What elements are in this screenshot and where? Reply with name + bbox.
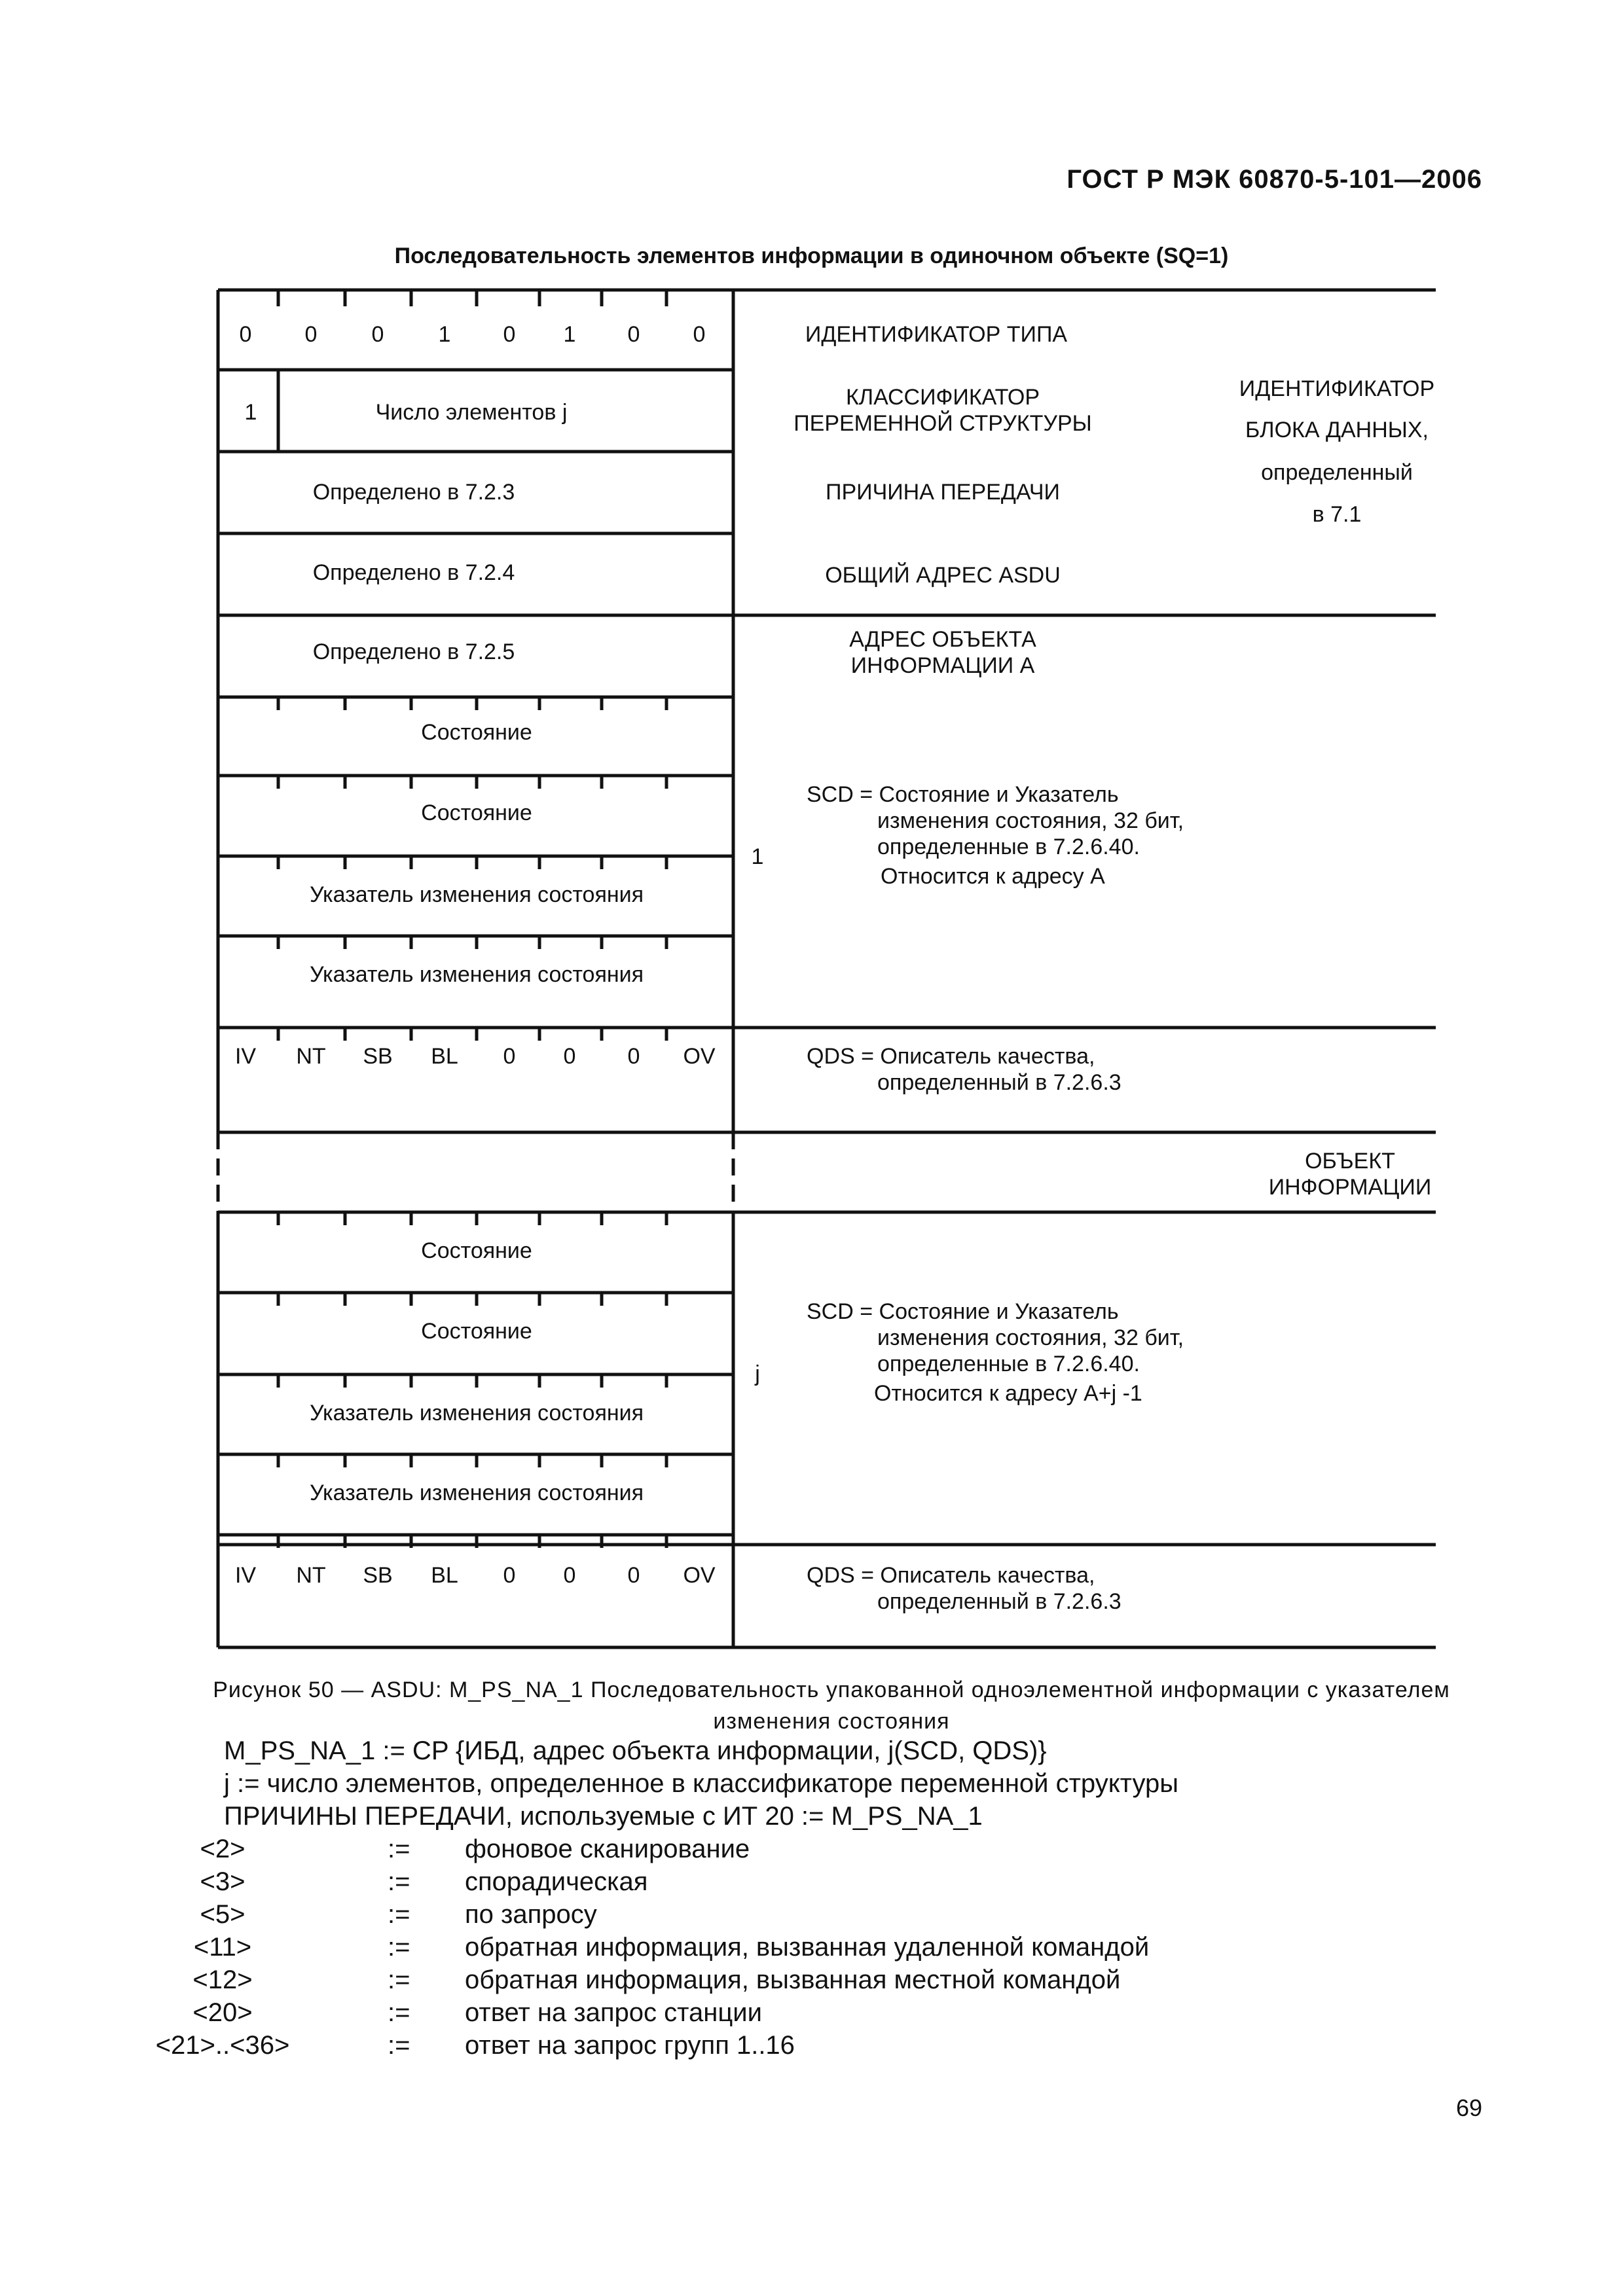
common-address-field: Определено в 7.2.4 <box>312 560 515 585</box>
scdj-status-1: Состояние <box>421 1238 532 1263</box>
qds1-bit-5: 0 <box>563 1044 576 1069</box>
qds1-bit-6: 0 <box>627 1044 640 1069</box>
cause-assign-symbol: := <box>388 1998 410 2027</box>
cot-label: ПРИЧИНА ПЕРЕДАЧИ <box>826 480 1060 505</box>
dui-label-2: БЛОКА ДАННЫХ, <box>1245 418 1429 442</box>
scd1-desc-3: определенные в 7.2.6.40. <box>877 834 1140 859</box>
ioa-label-1: АДРЕС ОБЪЕКТА <box>849 627 1036 652</box>
cause-assign-symbol: := <box>388 1900 410 1929</box>
diagram-labels <box>235 322 1434 1614</box>
type-id-label: ИДЕНТИФИКАТОР ТИПА <box>805 322 1068 347</box>
qdsj-bit-6: 0 <box>627 1563 640 1588</box>
qds1-bit-4: 0 <box>503 1044 516 1069</box>
cause-assign-symbol: := <box>388 1933 410 1962</box>
type-id-bit-1: 0 <box>304 322 318 347</box>
cause-code: <12> <box>192 1965 253 1994</box>
common-address-label: ОБЩИЙ АДРЕС ASDU <box>825 563 1061 588</box>
cause-code: <5> <box>200 1900 246 1929</box>
type-id-bit-4: 0 <box>503 322 516 347</box>
scdj-desc-1: SCD = Состояние и Указатель <box>807 1299 1119 1324</box>
scd1-change-2: Указатель изменения состояния <box>309 962 644 987</box>
scdj-desc-2: изменения состояния, 32 бит, <box>877 1325 1184 1350</box>
scd1-status-2: Состояние <box>421 800 532 825</box>
cause-assign-symbol: := <box>388 2031 410 2060</box>
qds1-desc-2: определенный в 7.2.6.3 <box>877 1070 1122 1095</box>
type-id-bit-7: 0 <box>693 322 706 347</box>
scdj-status-2: Состояние <box>421 1319 532 1344</box>
cause-text: ответ на запрос групп 1..16 <box>465 2031 795 2060</box>
scd1-desc-4: Относится к адресу А <box>881 864 1105 889</box>
vsq-sq-bit: 1 <box>244 400 257 425</box>
dui-label-1: ИДЕНТИФИКАТОР <box>1239 376 1435 401</box>
cause-assign-symbol: := <box>388 1835 410 1863</box>
cause-code: <20> <box>192 1998 253 2027</box>
cause-code: <11> <box>193 1933 252 1962</box>
page-number: 69 <box>1455 2094 1482 2121</box>
qdsj-bit-5: 0 <box>563 1563 576 1588</box>
type-id-bit-6: 0 <box>627 322 640 347</box>
qds1-bit-2: SB <box>363 1044 393 1069</box>
cause-text: фоновое сканирование <box>465 1835 750 1863</box>
qdsj-bit-1: NT <box>296 1563 326 1588</box>
type-id-bit-5: 1 <box>563 322 576 347</box>
dui-label-3: определенный <box>1261 460 1413 485</box>
qds1-bit-3: BL <box>431 1044 458 1069</box>
type-id-bit-0: 0 <box>239 322 252 347</box>
scdj-change-2: Указатель изменения состояния <box>309 1480 644 1505</box>
figure-caption <box>131 1674 1532 1737</box>
type-id-bit-3: 1 <box>438 322 451 347</box>
qds1-bit-0: IV <box>234 1044 257 1069</box>
type-id-bit-2: 0 <box>371 322 384 347</box>
definition-line-2: j := число элементов, определенное в классификаторе переменной структуры <box>224 1769 1178 1798</box>
qdsj-bit-3: BL <box>431 1563 458 1588</box>
qds1-bit-7: OV <box>683 1044 716 1069</box>
ioa-label-2: ИНФОРМАЦИИ А <box>850 653 1035 678</box>
document-header: ГОСТ Р МЭК 60870-5-101—2006 <box>1067 165 1482 194</box>
group-j-index: j <box>755 1361 760 1386</box>
qdsj-bit-7: OV <box>683 1563 716 1588</box>
qdsj-bit-0: IV <box>234 1563 257 1588</box>
scdj-desc-4: Относится к адресу А+j -1 <box>874 1381 1142 1406</box>
figure-caption-line-1: Рисунок 50 — ASDU: M_PS_NA_1 Последовательность упакованной одноэлементной информации с указателем <box>213 1677 1450 1702</box>
qdsj-bit-4: 0 <box>503 1563 516 1588</box>
cause-text: по запросу <box>465 1900 597 1929</box>
qds1-desc-1: QDS = Описатель качества, <box>807 1044 1095 1069</box>
group-1-index: 1 <box>751 844 764 869</box>
scdj-desc-3: определенные в 7.2.6.40. <box>877 1352 1140 1376</box>
vsq-label-1: КЛАССИФИКАТОР <box>845 385 1040 410</box>
cause-text: обратная информация, вызванная местной командой <box>465 1965 1121 1994</box>
io-label-1: ОБЪЕКТ <box>1305 1149 1395 1174</box>
scd1-desc-2: изменения состояния, 32 бит, <box>877 808 1184 833</box>
cot-field: Определено в 7.2.3 <box>312 480 515 505</box>
cause-text: обратная информация, вызванная удаленной командой <box>465 1933 1150 1962</box>
cause-code: <21>..<36> <box>155 2031 290 2060</box>
cause-text: спорадическая <box>465 1867 648 1896</box>
qdsj-desc-2: определенный в 7.2.6.3 <box>877 1589 1122 1614</box>
io-label-2: ИНФОРМАЦИИ <box>1268 1175 1432 1200</box>
definition-line-3: ПРИЧИНЫ ПЕРЕДАЧИ, используемые с ИТ 20 := M_PS_NA_1 <box>224 1802 983 1831</box>
cause-text: ответ на запрос станции <box>465 1998 762 2027</box>
vsq-label-2: ПЕРЕМЕННОЙ СТРУКТУРЫ <box>793 411 1092 436</box>
figure-title: Последовательность элементов информации в одиночном объекте (SQ=1) <box>394 243 1229 268</box>
scd1-status-1: Состояние <box>421 720 532 745</box>
figure-caption-line-2: изменения состояния <box>713 1709 950 1734</box>
scdj-change-1: Указатель изменения состояния <box>309 1401 644 1426</box>
cause-assign-symbol: := <box>388 1965 410 1994</box>
ioa-field: Определено в 7.2.5 <box>312 639 515 664</box>
dui-label-4: в 7.1 <box>1312 502 1362 527</box>
scd1-desc-1: SCD = Состояние и Указатель <box>807 782 1119 807</box>
qds1-bit-1: NT <box>296 1044 326 1069</box>
definition-line-1: M_PS_NA_1 := CP {ИБД, адрес объекта информации, j(SCD, QDS)} <box>224 1736 1047 1765</box>
cause-code: <3> <box>200 1867 246 1896</box>
cause-code: <2> <box>200 1835 246 1863</box>
scd1-change-1: Указатель изменения состояния <box>309 882 644 907</box>
qdsj-desc-1: QDS = Описатель качества, <box>807 1563 1095 1588</box>
vsq-count: Число элементов j <box>375 400 568 425</box>
qdsj-bit-2: SB <box>363 1563 393 1588</box>
cause-assign-symbol: := <box>388 1867 410 1896</box>
